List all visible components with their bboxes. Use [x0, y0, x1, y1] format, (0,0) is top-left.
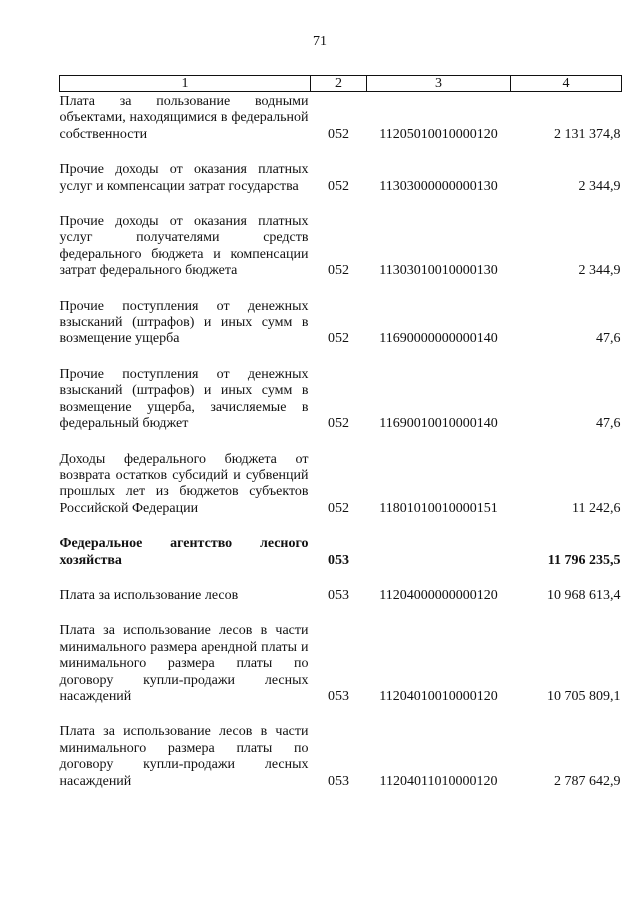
row-admin-code: 052	[328, 178, 349, 194]
row-revenue-code: 11204000000000120	[379, 587, 498, 603]
row-admin-code: 052	[328, 331, 349, 347]
row-name: Плата за пользование водными объектами, находящимися в федеральной собственности	[59, 94, 309, 142]
row-amount: 47,6	[596, 331, 621, 347]
column-number-row	[60, 76, 622, 92]
row-amount: 47,6	[596, 416, 621, 432]
row-admin-code: 053	[328, 587, 349, 603]
row-admin-code: 052	[328, 263, 349, 279]
row-revenue-code: 11204011010000120	[379, 773, 498, 789]
row-revenue-code: 11690010010000140	[379, 416, 498, 432]
row-amount: 2 344,9	[578, 263, 621, 279]
row-name: Плата за использование лесов в части минимального размера платы по договору купли-продажи лесных насаждений	[59, 724, 309, 789]
table-row	[60, 92, 622, 144]
column-header-4: 4	[511, 76, 622, 92]
row-name: Доходы федерального бюджета от возврата остатков субсидий и субвенций прошлых лет из бюджетов субъектов Российской Федерации	[59, 451, 309, 516]
column-header-1: 1	[60, 76, 311, 92]
row-amount: 2 131 374,8	[554, 126, 621, 142]
row-admin-code: 052	[328, 500, 349, 516]
row-amount: 2 344,9	[578, 178, 621, 194]
table-row	[60, 569, 622, 604]
row-amount: 11 242,6	[572, 500, 621, 516]
page-number: 71	[313, 34, 327, 49]
row-admin-code: 053	[328, 552, 349, 568]
row-revenue-code: 11801010010000151	[379, 500, 498, 516]
row-revenue-code: 11205010010000120	[379, 126, 498, 142]
table-row	[60, 348, 622, 433]
row-name: Плата за использование лесов в части минимального размера арендной платы и минимального размера платы по договору купли-продажи лесных насаждений	[59, 623, 309, 704]
table-row	[60, 280, 622, 348]
row-amount: 10 968 613,4	[547, 587, 621, 603]
row-name: Федеральное агентство лесного хозяйства	[59, 536, 309, 568]
row-revenue-code: 11303010010000130	[379, 263, 498, 279]
row-revenue-code	[367, 517, 511, 569]
column-header-2: 2	[311, 76, 367, 92]
row-name: Прочие поступления от денежных взысканий (штрафов) и иных сумм в возмещение ущерба, зачисляемые в федеральный бюджет	[59, 366, 309, 432]
table-row	[60, 433, 622, 518]
column-header-3: 3	[367, 76, 511, 92]
table-row	[60, 705, 622, 790]
row-name: Прочие доходы от оказания платных услуг и компенсации затрат государства	[59, 162, 309, 194]
row-admin-code: 052	[328, 416, 349, 432]
row-revenue-code: 11690000000000140	[379, 331, 498, 347]
table-row	[60, 517, 622, 569]
table-row	[60, 195, 622, 280]
row-amount: 11 796 235,5	[547, 552, 621, 568]
revenue-table	[59, 75, 622, 790]
row-name: Прочие поступления от денежных взысканий (штрафов) и иных сумм в возмещение ущерба	[59, 298, 309, 347]
row-revenue-code: 11204010010000120	[379, 688, 498, 704]
row-admin-code: 053	[328, 688, 349, 704]
row-name: Прочие доходы от оказания платных услуг получателями средств федерального бюджета и компенсации затрат федерального бюджета	[59, 214, 309, 279]
row-admin-code: 052	[328, 126, 349, 142]
table-row	[60, 604, 622, 705]
row-amount: 10 705 809,1	[547, 688, 621, 704]
row-revenue-code: 11303000000000130	[379, 178, 498, 194]
table-row	[60, 143, 622, 195]
row-amount: 2 787 642,9	[554, 773, 621, 789]
row-admin-code: 053	[328, 773, 349, 789]
row-name: Плата за использование лесов	[59, 587, 239, 603]
